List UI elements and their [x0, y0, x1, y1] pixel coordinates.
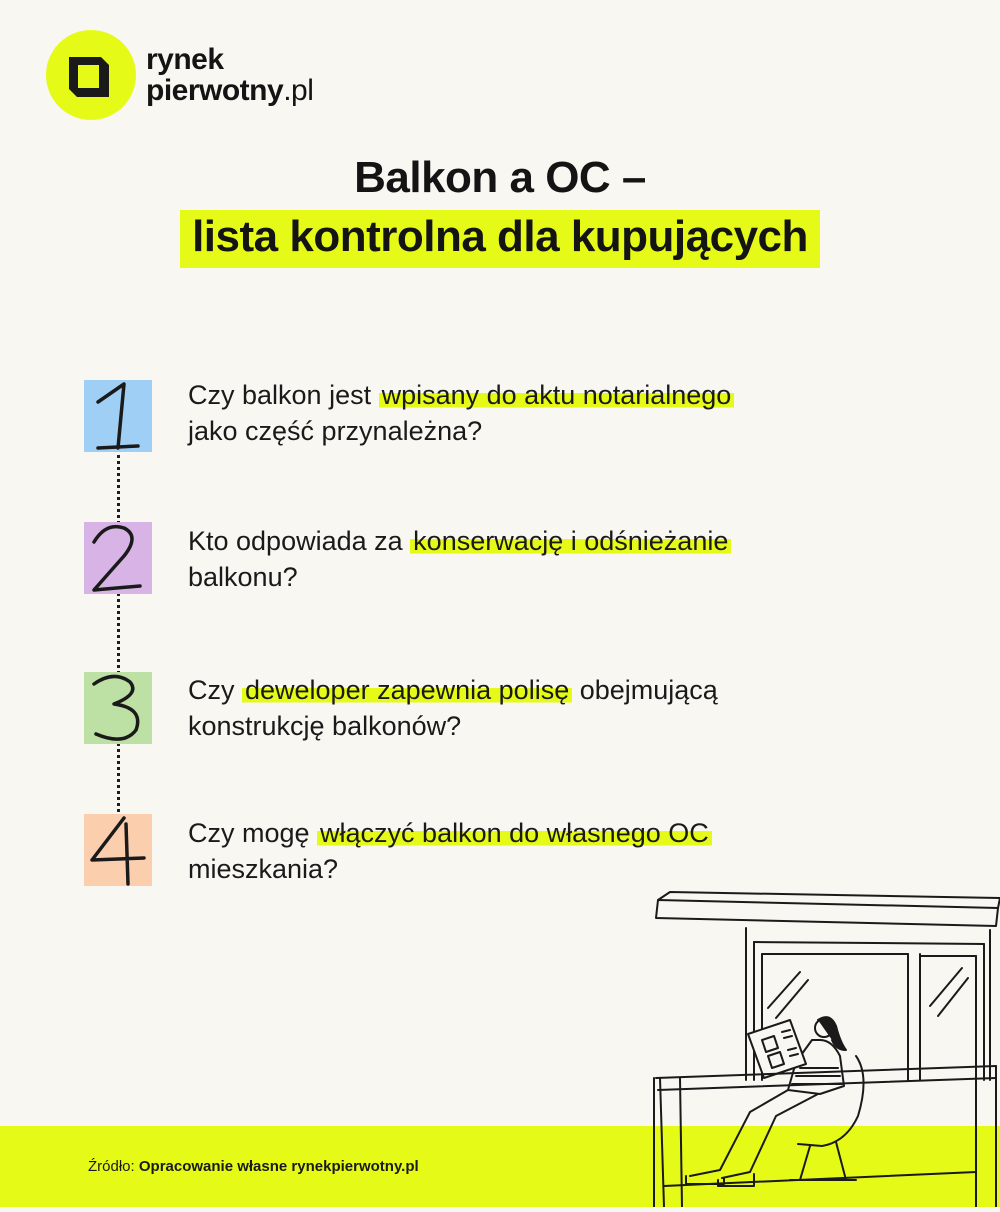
- page-title-line-2: lista kontrolna dla kupujących: [180, 210, 820, 268]
- source-note: [88, 1158, 419, 1175]
- checklist-item-2: [188, 523, 908, 595]
- woman-on-balcony-illustration: [650, 880, 1000, 1207]
- dotted-connector: [117, 448, 120, 818]
- number-badge-3: [84, 672, 152, 744]
- brand-name: [146, 44, 313, 106]
- item-1-text-start: Czy balkon jest: [188, 380, 379, 410]
- item-1-highlight: wpisany do aktu notarialnego: [379, 380, 735, 410]
- brand-line-2-main: pierwotny: [146, 74, 284, 107]
- number-badge-4: [84, 814, 152, 886]
- checklist-item-4: [188, 815, 908, 887]
- item-4-highlight: włączyć balkon do własnego OC: [317, 818, 712, 848]
- item-3-highlight: deweloper zapewnia polisę: [242, 675, 572, 705]
- brand-line-2: [146, 75, 313, 106]
- item-2-highlight: konserwację i odśnieżanie: [410, 526, 731, 556]
- checklist-item-1: [188, 377, 908, 449]
- page-title-line-1: Balkon a OC –: [354, 153, 646, 202]
- item-3-text-start: Czy: [188, 675, 242, 705]
- item-4-text-end: mieszkania?: [188, 854, 339, 884]
- source-label: Źródło:: [88, 1158, 139, 1175]
- item-3-text-end: konstrukcję balkonów?: [188, 711, 462, 741]
- item-4-text-start: Czy mogę: [188, 818, 318, 848]
- item-2-text-end: balkonu?: [188, 562, 298, 592]
- source-text: Opracowanie własne rynekpierwotny.pl: [138, 1158, 419, 1175]
- item-1-text-end: jako część przynależna?: [188, 416, 483, 446]
- number-badge-1: [84, 380, 152, 452]
- logo-mark-icon: [63, 47, 119, 103]
- number-badge-2: [84, 522, 152, 594]
- checklist-item-3: [188, 672, 908, 744]
- item-3-text-inline: obejmującą: [572, 675, 718, 705]
- brand-line-1: rynek: [146, 43, 224, 76]
- brand-suffix: .pl: [283, 74, 314, 107]
- page-title-line-2-wrap: [0, 210, 1000, 268]
- item-2-text-start: Kto odpowiada za: [188, 526, 411, 556]
- brand-logo: [46, 30, 136, 120]
